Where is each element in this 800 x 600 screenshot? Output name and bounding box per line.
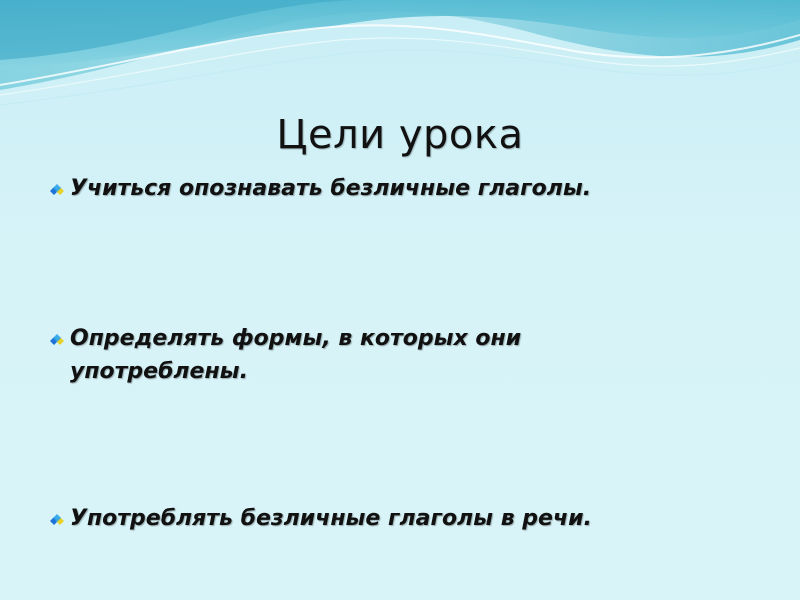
diamond-bullet-icon bbox=[48, 514, 70, 531]
bullet-item bbox=[48, 176, 748, 205]
diamond-bullet-icon bbox=[48, 184, 70, 201]
bullet-text: Определять формы, в которых они употреблены. bbox=[70, 326, 522, 384]
bullet-text: Учиться опознавать безличные глаголы. bbox=[70, 176, 592, 201]
wave-header-decoration bbox=[0, 0, 800, 120]
diamond-bullet-icon bbox=[48, 334, 70, 351]
bullet-text: Употреблять безличные глаголы в речи. bbox=[70, 506, 592, 531]
slide-title: Цели урока bbox=[276, 112, 524, 158]
bullet-item bbox=[48, 506, 748, 535]
bullet-item bbox=[48, 326, 748, 388]
